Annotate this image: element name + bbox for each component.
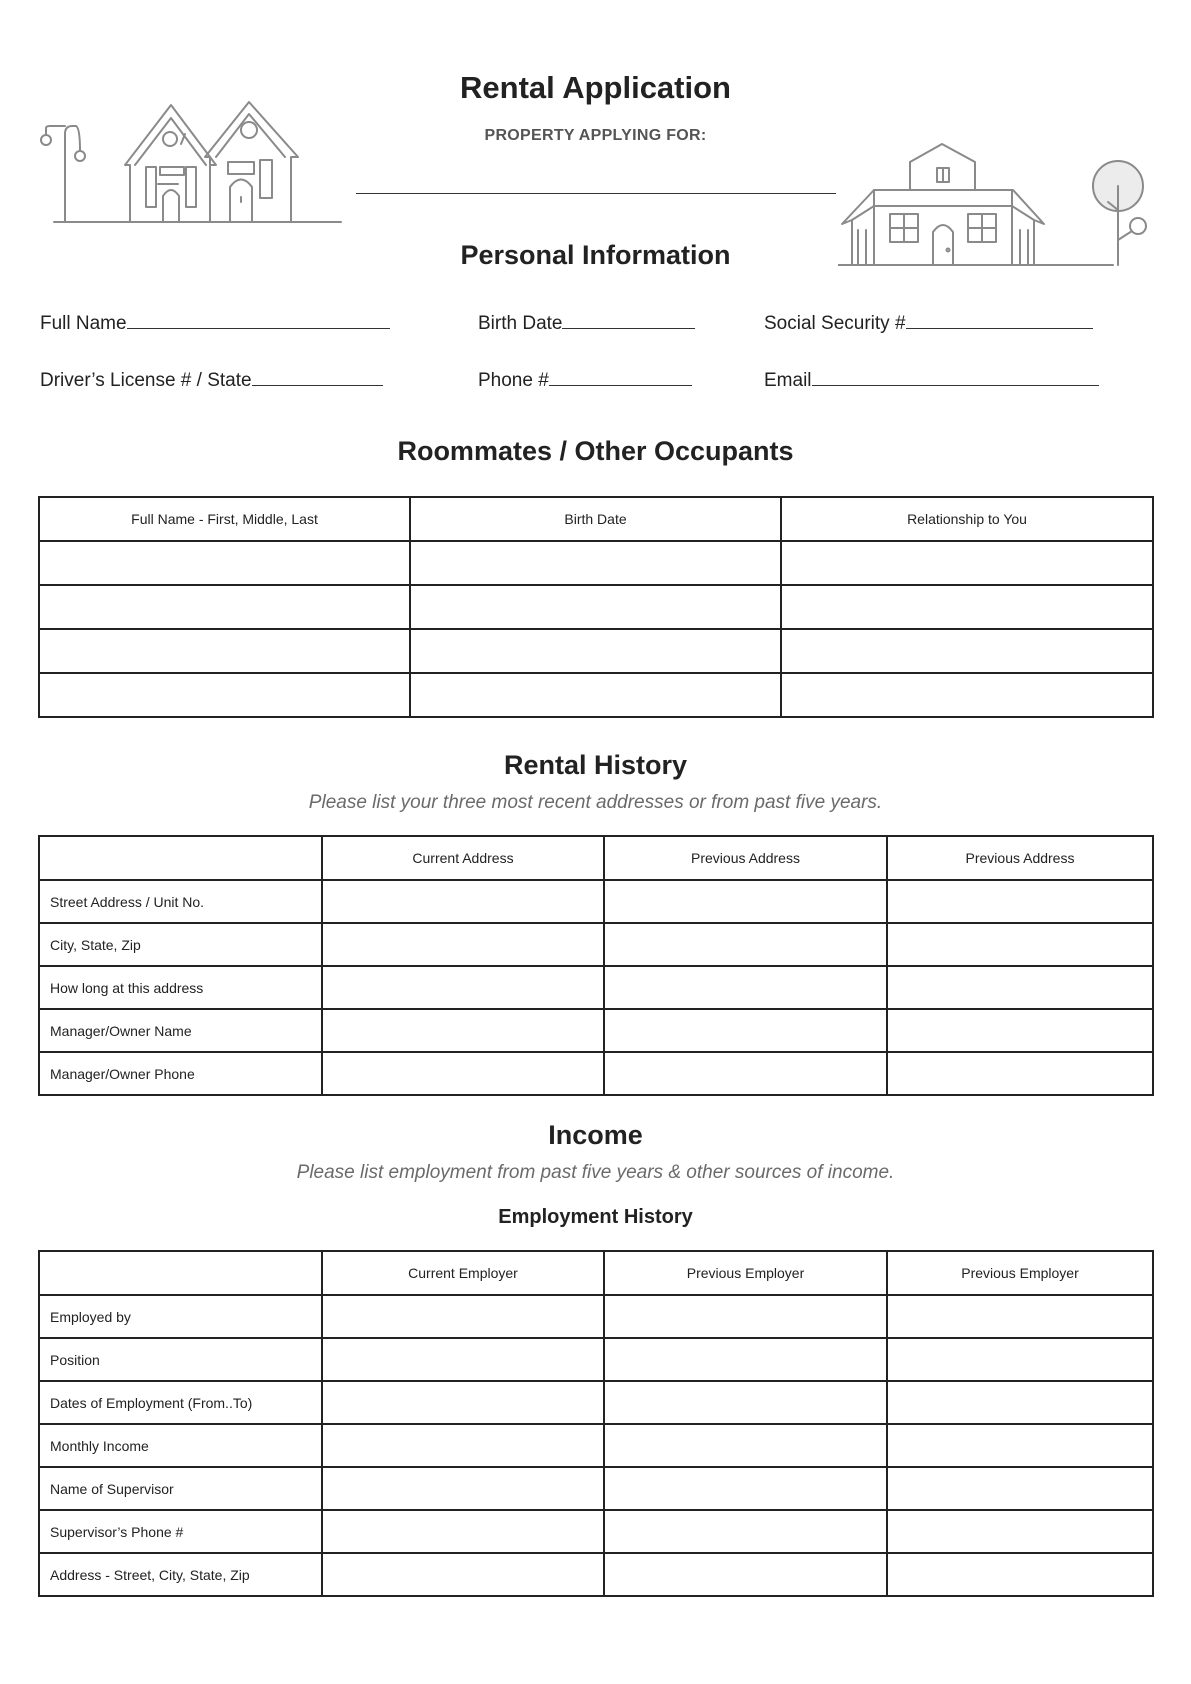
table-cell[interactable]: [887, 880, 1153, 923]
table-cell[interactable]: [604, 1381, 887, 1424]
table-header-row: [39, 836, 1153, 880]
table-cell[interactable]: [39, 629, 410, 673]
table-cell[interactable]: [604, 1295, 887, 1338]
table-cell[interactable]: [322, 923, 604, 966]
table-cell[interactable]: [604, 1338, 887, 1381]
table-cell[interactable]: [887, 1338, 1153, 1381]
table-cell[interactable]: [887, 1553, 1153, 1596]
full-name-line[interactable]: [127, 310, 390, 329]
ssn-label: Social Security #: [764, 313, 906, 334]
roommates-heading: Roommates / Other Occupants: [397, 436, 794, 466]
table-cell[interactable]: [887, 1381, 1153, 1424]
table-cell[interactable]: [322, 1009, 604, 1052]
table-cell[interactable]: [604, 1424, 887, 1467]
table-row: [39, 923, 1153, 966]
table-row: [39, 1052, 1153, 1095]
email-field[interactable]: [764, 367, 1099, 392]
property-line[interactable]: [356, 170, 836, 194]
table-cell[interactable]: [887, 1009, 1153, 1052]
table-cell[interactable]: [887, 1467, 1153, 1510]
table-cell[interactable]: [322, 1295, 604, 1338]
income-heading: Income: [548, 1120, 643, 1150]
license-label: Driver’s License # / State: [40, 370, 252, 391]
birth-date-label: Birth Date: [478, 313, 563, 334]
table-cell[interactable]: [604, 880, 887, 923]
table-row: [39, 1424, 1153, 1467]
col-current-employer: Current Employer: [322, 1251, 604, 1295]
table-row: [39, 585, 1153, 629]
table-cell[interactable]: [39, 673, 410, 717]
table-cell[interactable]: [322, 1424, 604, 1467]
table-cell[interactable]: [781, 629, 1153, 673]
table-cell[interactable]: [322, 880, 604, 923]
table-row: [39, 1381, 1153, 1424]
table-cell[interactable]: [39, 585, 410, 629]
table-row: [39, 1467, 1153, 1510]
table-cell[interactable]: [322, 966, 604, 1009]
table-cell[interactable]: [410, 541, 781, 585]
table-row: [39, 966, 1153, 1009]
table-row: [39, 880, 1153, 923]
table-cell[interactable]: [410, 629, 781, 673]
row-label: Supervisor’s Phone #: [39, 1510, 322, 1553]
table-row: [39, 1553, 1153, 1596]
col-previous-employer: Previous Employer: [604, 1251, 887, 1295]
license-line[interactable]: [252, 367, 383, 386]
table-cell[interactable]: [604, 1510, 887, 1553]
email-label: Email: [764, 370, 812, 391]
phone-line[interactable]: [549, 367, 692, 386]
full-name-field[interactable]: [40, 310, 390, 335]
table-cell[interactable]: [781, 673, 1153, 717]
row-label: Dates of Employment (From..To): [39, 1381, 322, 1424]
table-cell[interactable]: [604, 923, 887, 966]
row-label: How long at this address: [39, 966, 322, 1009]
rental-history-note: Please list your three most recent addresses or from past five years.: [308, 792, 883, 813]
table-cell[interactable]: [322, 1338, 604, 1381]
table-cell[interactable]: [887, 1295, 1153, 1338]
employment-history-table: [38, 1250, 1154, 1597]
table-cell[interactable]: [887, 1424, 1153, 1467]
property-label: PROPERTY APPLYING FOR:: [484, 127, 707, 144]
col-relationship: Relationship to You: [781, 497, 1153, 541]
table-cell[interactable]: [887, 966, 1153, 1009]
table-header-row: [39, 497, 1153, 541]
table-row: [39, 541, 1153, 585]
col-empty: [39, 836, 322, 880]
row-label: Address - Street, City, State, Zip: [39, 1553, 322, 1596]
table-cell[interactable]: [322, 1052, 604, 1095]
personal-info-heading: Personal Information: [460, 240, 731, 270]
table-cell[interactable]: [322, 1510, 604, 1553]
row-label: Street Address / Unit No.: [39, 880, 322, 923]
rental-history-table: [38, 835, 1154, 1096]
table-row: [39, 1338, 1153, 1381]
row-label: Monthly Income: [39, 1424, 322, 1467]
table-header-row: [39, 1251, 1153, 1295]
table-cell[interactable]: [410, 585, 781, 629]
table-cell[interactable]: [322, 1553, 604, 1596]
table-cell[interactable]: [322, 1467, 604, 1510]
col-empty: [39, 1251, 322, 1295]
col-full-name: Full Name - First, Middle, Last: [39, 497, 410, 541]
row-label: Position: [39, 1338, 322, 1381]
rental-history-heading: Rental History: [503, 750, 688, 780]
table-cell[interactable]: [781, 541, 1153, 585]
phone-label: Phone #: [478, 370, 549, 391]
page-title: Rental Application: [460, 70, 731, 105]
col-birth-date: Birth Date: [410, 497, 781, 541]
ssn-line[interactable]: [906, 310, 1093, 329]
col-previous-employer: Previous Employer: [887, 1251, 1153, 1295]
table-cell[interactable]: [604, 1052, 887, 1095]
table-cell[interactable]: [887, 1510, 1153, 1553]
col-previous-address: Previous Address: [887, 836, 1153, 880]
row-label: Name of Supervisor: [39, 1467, 322, 1510]
row-label: Employed by: [39, 1295, 322, 1338]
table-cell[interactable]: [604, 1467, 887, 1510]
ssn-field[interactable]: [764, 310, 1093, 335]
birth-date-field[interactable]: [478, 310, 695, 335]
employment-history-heading: Employment History: [498, 1206, 693, 1228]
table-cell[interactable]: [887, 923, 1153, 966]
table-cell[interactable]: [604, 1009, 887, 1052]
table-row: [39, 1510, 1153, 1553]
table-cell[interactable]: [39, 541, 410, 585]
table-row: [39, 1295, 1153, 1338]
phone-field[interactable]: [478, 367, 692, 392]
table-row: [39, 629, 1153, 673]
income-note: Please list employment from past five years & other sources of income.: [296, 1162, 895, 1183]
license-field[interactable]: [40, 367, 383, 392]
email-line[interactable]: [812, 367, 1099, 386]
table-cell[interactable]: [410, 673, 781, 717]
row-label: City, State, Zip: [39, 923, 322, 966]
table-row: [39, 1009, 1153, 1052]
birth-date-line[interactable]: [562, 310, 695, 329]
row-label: Manager/Owner Phone: [39, 1052, 322, 1095]
roommates-table: [38, 496, 1154, 718]
table-row: [39, 673, 1153, 717]
table-cell[interactable]: [887, 1052, 1153, 1095]
row-label: Manager/Owner Name: [39, 1009, 322, 1052]
col-current-address: Current Address: [322, 836, 604, 880]
table-cell[interactable]: [604, 966, 887, 1009]
table-cell[interactable]: [781, 585, 1153, 629]
full-name-label: Full Name: [40, 313, 127, 334]
table-cell[interactable]: [604, 1553, 887, 1596]
col-previous-address: Previous Address: [604, 836, 887, 880]
table-cell[interactable]: [322, 1381, 604, 1424]
